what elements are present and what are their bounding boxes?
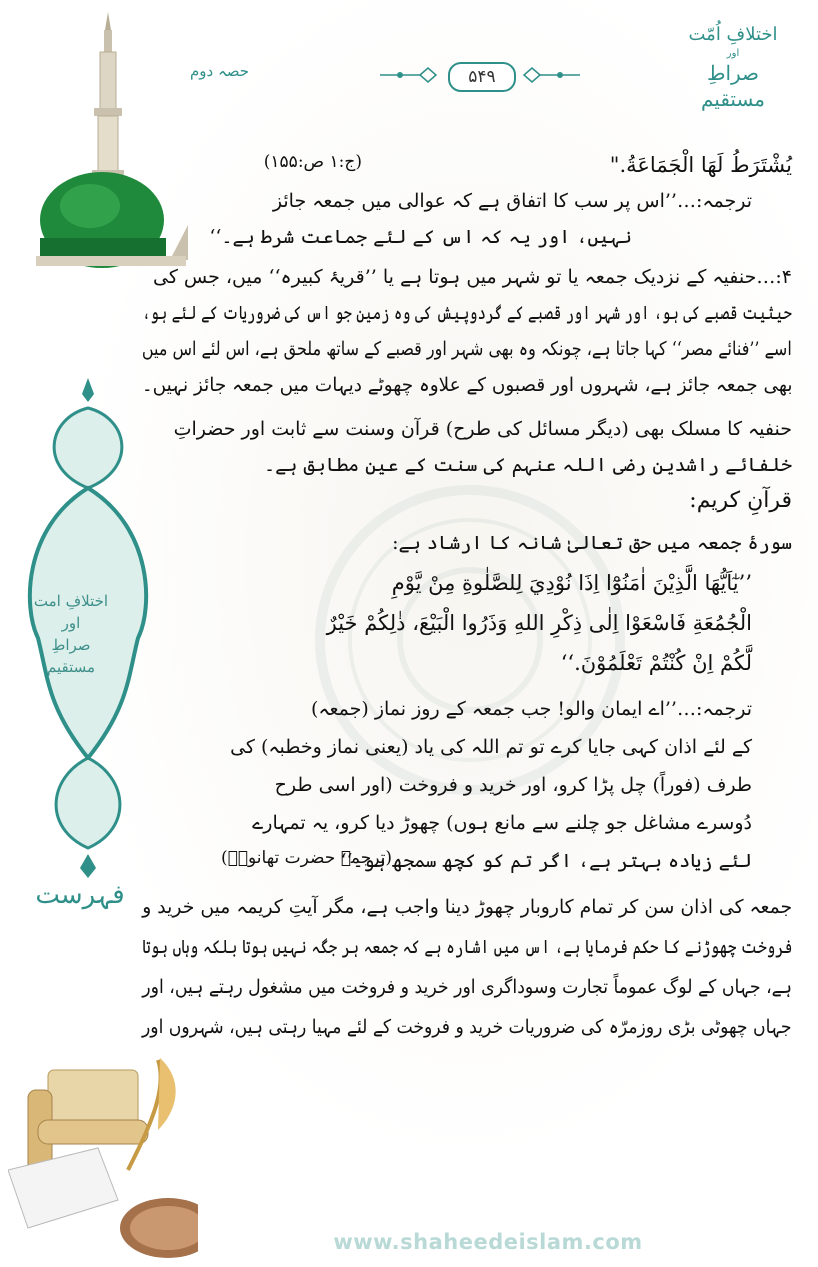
- verse-translation-line: لئے زیادہ بہتر ہے، اگر تم کو کچھ سمجھ ہو۔‘‘: [340, 850, 752, 872]
- verse-translation-line: کے لئے اذان کہی جایا کرے تو تم اللہ کی یاد (یعنی نماز وخطبہ) کی: [230, 736, 752, 758]
- translation-line: ترجمہ:…’’اس پر سب کا اتفاق ہے کہ عوالی میں جمعہ جائز: [272, 190, 752, 212]
- reference-citation: (ج:۱ ص:۱۵۵): [263, 152, 362, 172]
- side-panel-title-line1: اختلافِ امت اور: [33, 592, 109, 632]
- scroll-and-quill-icon: [8, 1050, 198, 1265]
- paragraph-line: حیثیت قصبے کی ہو، اور شہر اور قصبے کے گردوپیش کی وہ زمین جو اس کی ضروریات کے لئے ہو،: [142, 302, 792, 324]
- verse-translation-line: دُوسرے مشاغل جو چلنے سے مانع ہوں) چھوڑ دیا کرو، یہ تمہارے: [252, 812, 752, 834]
- translation-line: نہیں، اور یہ کہ اس کے لئے جماعت شرط ہے۔‘‘: [209, 226, 632, 248]
- left-ornament-icon: [380, 64, 440, 86]
- paragraph-line: خلفائے راشدین رضی اللہ عنہم کی سنت کے عین مطابق ہے۔: [264, 454, 792, 476]
- index-link[interactable]: فہرست: [35, 880, 125, 910]
- mosque-dome-minaret-icon: [20, 10, 190, 270]
- verse-translation-line: ترجمہ:…’’اے ایمان والو! جب جمعہ کے روز نماز (جمعہ): [310, 698, 752, 720]
- arabic-quote-end: يُشْتَرَطُ لَهَا الْجَمَاعَةُ.": [609, 153, 792, 177]
- book-title-line3: صراطِ مستقیم: [700, 61, 766, 111]
- paragraph-line: سورۂ جمعہ میں حق تعالیٰ شانہ کا ارشاد ہے:: [392, 532, 792, 554]
- paragraph-line: جمعہ کی اذان سن کر تمام کاروبار چھوڑ دینا واجب ہے، مگر آیتِ کریمہ میں خرید و: [142, 896, 792, 918]
- paragraph-line: اسے ’’فنائے مصر‘‘ کہا جاتا ہے، چونکہ وہ بھی شہر اور قصبے کے ساتھ ملحق ہے، اس لئے اس میں: [142, 338, 792, 360]
- right-ornament-icon: [520, 64, 580, 86]
- section-heading: قرآنِ کریم:: [689, 488, 792, 513]
- side-panel-title: [26, 590, 116, 678]
- quran-verse-line: الْجُمُعَةِ فَاسْعَوْا اِلٰى ذِكْرِ اللهِ وَذَرُوا الْبَيْعَ، ذٰلِكُمْ خَيْرٌ: [326, 611, 752, 635]
- paragraph-line: بھی جمعہ جائز ہے، شہروں اور قصبوں کے علاوہ چھوٹے دیہات میں جمعہ جائز نہیں۔: [141, 374, 792, 396]
- verse-translation-line: طرف (فوراً) چل پڑا کرو، اور خرید و فروخت (اور اسی طرح: [274, 774, 752, 796]
- website-link[interactable]: www.shaheedeislam.com: [333, 1230, 643, 1254]
- translation-citation: (ترجمہ حضرت تھانویؒ): [220, 848, 392, 868]
- section-label: حصہ دوم: [190, 62, 250, 80]
- paragraph-line: فروخت چھوڑنے کا حکم فرمایا ہے، اس میں اشارہ ہے کہ جمعہ ہر جگہ نہیں ہوتا بلکہ وہاں ہوتا: [141, 936, 792, 958]
- page-number: ۵۴۹: [448, 62, 516, 92]
- book-title-line2: اور: [726, 48, 740, 59]
- book-title-line1: اختلافِ اُمّت: [688, 24, 778, 45]
- paragraph-line: جہاں چھوٹی بڑی روزمرّہ کی ضروریات خرید و فروخت کے لئے مہیا رہتی ہیں، شہروں اور: [142, 1016, 792, 1038]
- side-panel-title-line2: صراطِ مستقیم: [46, 636, 96, 676]
- book-title: [678, 22, 788, 112]
- paragraph-line: ۴:…حنفیہ کے نزدیک جمعہ یا تو شہر میں ہوتا ہے یا ’’قریۂ کبیرہ‘‘ میں، جس کی: [153, 266, 792, 288]
- quran-verse-line: لَّكُمْ اِنْ كُنْتُمْ تَعْلَمُوْنَ.‘‘: [560, 651, 752, 675]
- paragraph-line: حنفیہ کا مسلک بھی (دیگر مسائل کی طرح) قرآن وسنت سے ثابت اور حضراتِ: [173, 418, 792, 440]
- paragraph-line: ہے، جہاں کے لوگ عموماً تجارت وسوداگری اور خرید و فروخت میں مشغول رہتے ہیں، اور: [142, 976, 792, 998]
- quran-verse-line: ’’يٰٓاَيُّهَا الَّذِيْنَ اٰمَنُوْٓا اِذَا نُوْدِيَ لِلصَّلٰوةِ مِنْ يَّوْمِ: [391, 571, 752, 595]
